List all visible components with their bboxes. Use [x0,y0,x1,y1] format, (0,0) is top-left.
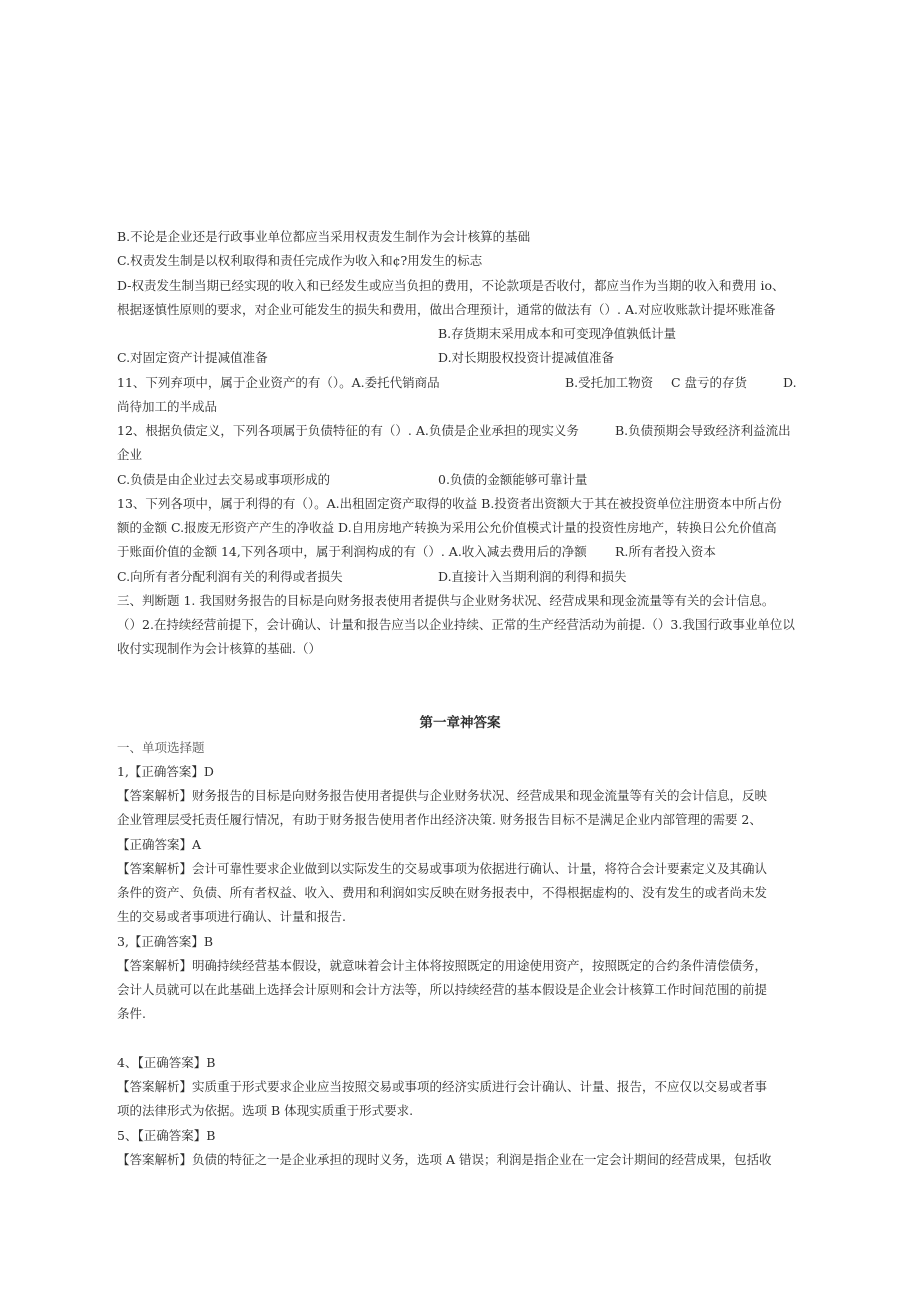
answers-title: 第一章神答案 [419,715,501,731]
question-13-line-2: 额的金额 C.报废无形资产产生的净收益 D.自用房地产转换为采用公允价值模式计量的投资性房地产，转换日公允价值高 [117,520,777,535]
answer-1-explanation-2: 企业管理层受托责任履行情况，有助于财务报告使用者作出经济决策. 财务报告目标不是满足企业内部管理的需要 2、 [117,812,762,827]
judgement-line-3: 收付实现制作为会计核算的基础.（） [117,641,321,656]
question-11-option-b: B.受托加工物资 [565,375,654,390]
question-12-line: 12、根据负债定义，下列各项属于负债特征的有（）. A.负债是企业承担的现实义务 [117,423,579,438]
option-d-line: D-权责发生制当期已经实现的收入和已经发生或应当负担的费用，不论款项是否收付，都应当作为当期的收入和费用 io、 [117,278,785,293]
answer-2-key: 【正确答案】A [117,837,202,852]
question-14-option-d: D.直接计入当期利润的利得和损失 [438,569,627,584]
question-12-option-b: B.负债预期会导致经济利益流出 [615,423,791,438]
answer-2-explanation-2: 条件的资产、负债、所有者权益、收入、费用和利润如实反映在财务报表中，不得根据虚构的、没有发生的或者尚未发 [117,885,768,900]
question-10-line: 根据逐慎性原则的要求，对企业可能发生的损失和费用，做出合理预计，通常的做法有（）. A.对应收账款计提坏账准备 [117,302,776,317]
option-b-line: B.不论是企业还是行政事业单位都应当采用权责发生制作为会计核算的基础 [117,229,531,244]
answer-5-explanation-1: 【答案解析】负债的特征之一是企业承担的现时义务，选项 A 错误；利润是指企业在一定会计期间的经营成果，包括收 [117,1152,772,1167]
answer-1-key: 1,【正确答案】D [117,764,214,779]
answer-3-explanation-1: 【答案解析】明确持续经营基本假设，就意味着会计主体将按照既定的用途使用资产，按照既定的合约条件清偿债务， [117,958,768,973]
question-13-line-1: 13、下列各项中，属于利得的有（）。A.出租固定资产取得的收益 B.投资者出资额大于其在被投资单位注册资本中所占份 [117,496,782,511]
question-11-line: 11、下列弃项中，属于企业资产的有（）。A.委托代销商品 [117,375,440,390]
answer-1-explanation-1: 【答案解析】财务报告的目标是向财务报告使用者提供与企业财务状况、经营成果和现金流量等有关的会计信息，反映 [117,788,768,803]
answer-3-explanation-2: 会计人员就可以在此基础上选择会计原则和会计方法等，所以持续经营的基本假设是企业会计核算工作时间范围的前提 [117,982,768,997]
answer-4-explanation-2: 项的法律形式为依据。选项 B 体现实质重于形式要求. [117,1103,414,1118]
question-14-option-b: R.所有者投入资本 [615,544,716,559]
answer-5-key: 5、【正确答案】B [117,1128,216,1143]
question-10-option-b: B.存货期末采用成本和可变现净值孰低计量 [438,326,677,341]
question-12-option-d: 0.负债的金额能够可靠计量 [438,472,588,487]
option-c-line: C.权责发生制是以权利取得和责任完成作为收入和¢?用发生的标志 [117,253,483,268]
judgement-line-2: （）2.在持续经营前提下，会计确认、计量和报告应当以企业持续、正常的生产经营活动为前提.（）3.我国行政事业单位以 [117,617,795,632]
question-12-option-c: C.负债是由企业过去交易或事项形成的 [117,472,331,487]
question-12-option-b-cont: 企业 [117,447,143,462]
answer-2-explanation-3: 生的交易或者事项进行确认、计量和报告. [117,909,346,924]
question-11-option-c: C 盘亏的存货 [671,375,748,390]
question-14-line: 于账面价值的金额 14,下列各项中，属于利润构成的有（）. A.收入减去费用后的净额 [117,544,587,559]
answer-3-explanation-3: 条件. [117,1006,146,1021]
answer-4-key: 4、【正确答案】B [117,1055,216,1070]
question-14-option-c: C.向所有者分配利润有关的利得或者损失 [117,569,343,584]
question-10-option-d: D.对长期股权投资计提减值准备 [438,350,615,365]
question-10-option-c: C.对固定资产计提减值准备 [117,350,268,365]
answer-3-key: 3,【正确答案】B [117,934,214,949]
answer-2-explanation-1: 【答案解析】会计可靠性要求企业做到以实际发生的交易或事项为依据进行确认、计量，将符合会计要素定义及其确认 [117,861,768,876]
question-11-option-d: 尚待加工的半成品 [117,399,218,414]
answer-4-explanation-1: 【答案解析】实质重于形式要求企业应当按照交易或事项的经济实质进行会计确认、计量、报告，不应仅以交易或者事 [117,1079,768,1094]
question-11-option-d-label: D. [783,375,797,390]
answers-section-heading: 一、单项选择题 [117,740,205,755]
judgement-line-1: 三、判断题 1. 我国财务报告的目标是向财务报表使用者提供与企业财务状况、经营成果和现金流量等有关的会计信息。 [117,593,775,608]
